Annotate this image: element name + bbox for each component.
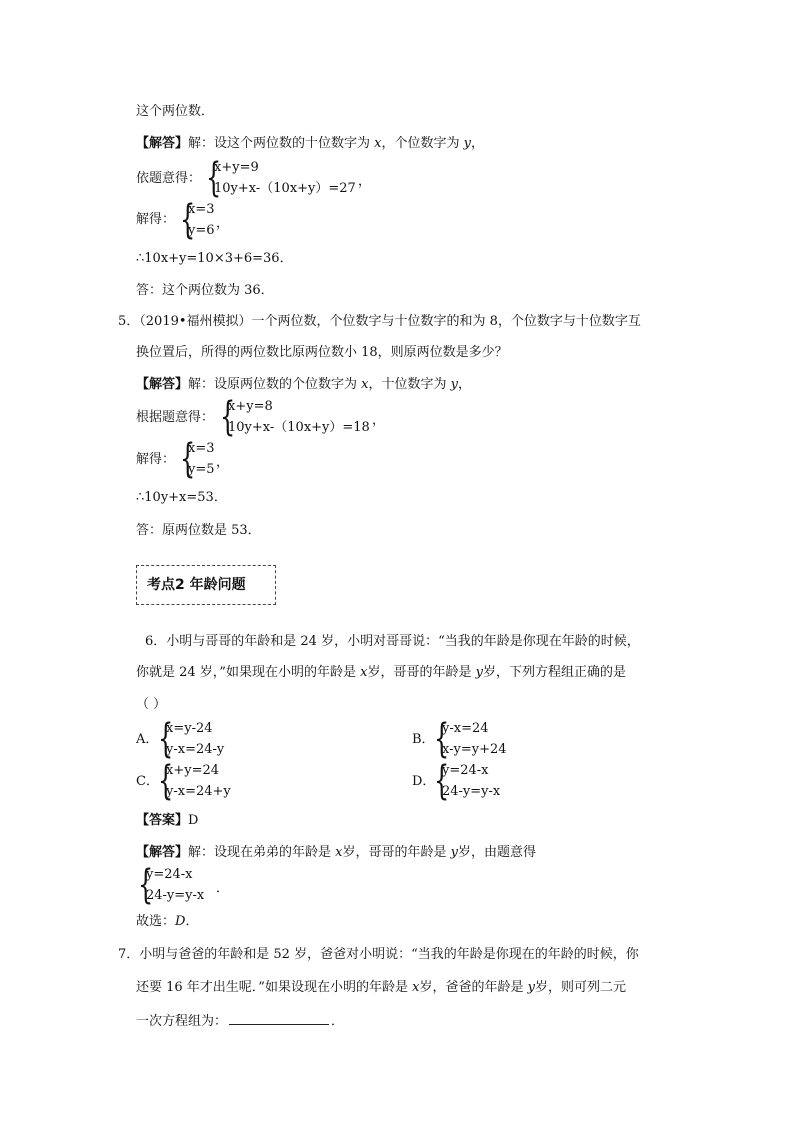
- question-text: 一次方程组为：: [136, 1014, 228, 1029]
- equation-system: [180, 197, 260, 243]
- punctuation: ．: [216, 881, 230, 896]
- punctuation: ．: [331, 1014, 345, 1029]
- solution-tag: 【解答】: [136, 136, 189, 151]
- question-text: 你就是 24 岁，”如果现在小明的年龄是: [136, 665, 361, 680]
- equation: 24-y=y-x: [442, 784, 501, 799]
- equation: y-x=24-y: [166, 742, 225, 757]
- equation-label: 根据题意得：: [136, 410, 215, 425]
- question-text: 岁，爸爸的年龄是: [419, 980, 528, 995]
- equation: y=6: [188, 223, 215, 238]
- answer-line: 答：这个两位数为 36．: [136, 283, 274, 298]
- brace: {: [158, 758, 174, 804]
- var-y: y: [527, 980, 535, 995]
- equation-system: [220, 394, 420, 440]
- var-y: y: [450, 845, 458, 860]
- answer-line: 答：原两位数是 53．: [136, 523, 261, 538]
- option-c-system: [158, 758, 298, 804]
- equation: x+y=8: [228, 399, 273, 414]
- var-y: y: [463, 136, 471, 151]
- brace: {: [138, 862, 154, 908]
- var-x: x: [360, 665, 368, 680]
- brace: {: [180, 197, 196, 243]
- result-line: ∴10x+y=10×3+6=36．: [136, 251, 293, 266]
- equation: 10y+x-（10x+y）=18: [228, 420, 370, 435]
- brace: {: [220, 394, 236, 440]
- equation: x+y=9: [214, 160, 259, 175]
- section-heading-box: 考点2 年龄问题: [136, 565, 276, 605]
- question-7-text: 7．小明与爸爸的年龄和是 52 岁，爸爸对小明说：“当我的年龄是你现在的年龄的时候，你: [118, 947, 639, 962]
- equation-label: 依题意得：: [136, 171, 202, 186]
- question-text: 还要 16 年才出生呢．”如果设现在小明的年龄是: [136, 980, 413, 995]
- punctuation: ，: [372, 413, 386, 428]
- question-7-text: [136, 1012, 344, 1030]
- option-d-label: D．: [412, 774, 436, 789]
- question-text: 岁，则可列二元: [534, 980, 626, 995]
- question-6-solution-intro: [136, 845, 536, 861]
- option-a-system: [158, 716, 298, 762]
- question-5-solution-intro: [136, 377, 471, 393]
- brace: {: [180, 436, 196, 482]
- brace: {: [158, 716, 174, 762]
- prev-solution-intro: [136, 136, 484, 152]
- equation-system: [138, 862, 278, 908]
- option-c-label: C．: [136, 774, 159, 789]
- answer-tag: 【答案】: [136, 813, 189, 828]
- question-5-text: 5．（2019•福州模拟）一个两位数，个位数字与十位数字的和为 8，个位数字与十位数字互: [118, 314, 641, 329]
- punctuation: ，: [216, 455, 230, 470]
- question-6-text: 6．小明与哥哥的年龄和是 24 岁，小明对哥哥说：“当我的年龄是你现在年龄的时候，: [145, 634, 640, 649]
- equation: x=y-24: [166, 721, 213, 736]
- var-y: y: [475, 665, 483, 680]
- equation: y=5: [188, 462, 215, 477]
- solution-text: 解：设原两位数的个位数字为: [188, 377, 362, 392]
- result-line: ∴10y+x=53．: [136, 490, 227, 505]
- equation: y-x=24: [442, 721, 489, 736]
- equation: 24-y=y-x: [146, 888, 205, 903]
- punctuation: ，: [358, 174, 372, 189]
- equation: y-x=24+y: [166, 784, 231, 799]
- equation: 10y+x-（10x+y）=27: [214, 181, 356, 196]
- equation: y=24-x: [442, 763, 489, 778]
- equation: x=3: [188, 441, 215, 456]
- choice-text: 故选：: [136, 914, 176, 929]
- fill-in-blank[interactable]: [229, 1012, 329, 1025]
- solution-tag: 【解答】: [136, 377, 189, 392]
- var-x: x: [412, 980, 420, 995]
- question-5-text: 换位置后，所得的两位数比原两位数小 18，则原两位数是多少？: [136, 345, 508, 360]
- question-6-text: [136, 665, 626, 681]
- brace: {: [434, 716, 450, 762]
- option-d-system: [434, 758, 574, 804]
- option-a-label: A．: [136, 732, 159, 747]
- solution-text: ，: [471, 136, 485, 151]
- punctuation: ，: [216, 216, 230, 231]
- brace: {: [434, 758, 450, 804]
- question-7-text: [136, 980, 626, 996]
- question-text: 岁，下列方程组正确的是: [482, 665, 626, 680]
- equation: x=3: [188, 202, 215, 217]
- option-b-label: B．: [412, 732, 435, 747]
- solution-label: 解得：: [136, 212, 176, 227]
- equation: x-y=y+24: [442, 742, 507, 757]
- answer-value: D: [188, 813, 199, 828]
- var-y: y: [450, 377, 458, 392]
- answer-line: [136, 813, 198, 829]
- prev-problem-tail: 这个两位数．: [136, 104, 215, 119]
- punctuation: ．: [185, 914, 199, 929]
- equation-system: [206, 155, 406, 201]
- answer-bracket: （ ）: [136, 697, 167, 712]
- option-b-system: [434, 716, 574, 762]
- solution-label: 解得：: [136, 452, 176, 467]
- equation: x+y=24: [166, 763, 220, 778]
- solution-text: 岁，哥哥的年龄是: [342, 845, 451, 860]
- equation-system: [180, 436, 260, 482]
- solution-text: 解：设现在弟弟的年龄是: [188, 845, 336, 860]
- solution-text: 岁，由题意得: [458, 845, 537, 860]
- equation: y=24-x: [146, 867, 193, 882]
- brace: {: [206, 155, 222, 201]
- var-x: x: [361, 377, 369, 392]
- var-x: x: [374, 136, 382, 151]
- solution-tag: 【解答】: [136, 845, 189, 860]
- solution-text: ，: [458, 377, 472, 392]
- solution-text: ，个位数字为: [381, 136, 464, 151]
- question-text: 岁，哥哥的年龄是: [367, 665, 476, 680]
- choice-value: D: [175, 914, 186, 929]
- solution-text: 解：设这个两位数的十位数字为: [188, 136, 375, 151]
- solution-text: ，十位数字为: [368, 377, 451, 392]
- choice-line: [136, 914, 198, 930]
- var-x: x: [335, 845, 343, 860]
